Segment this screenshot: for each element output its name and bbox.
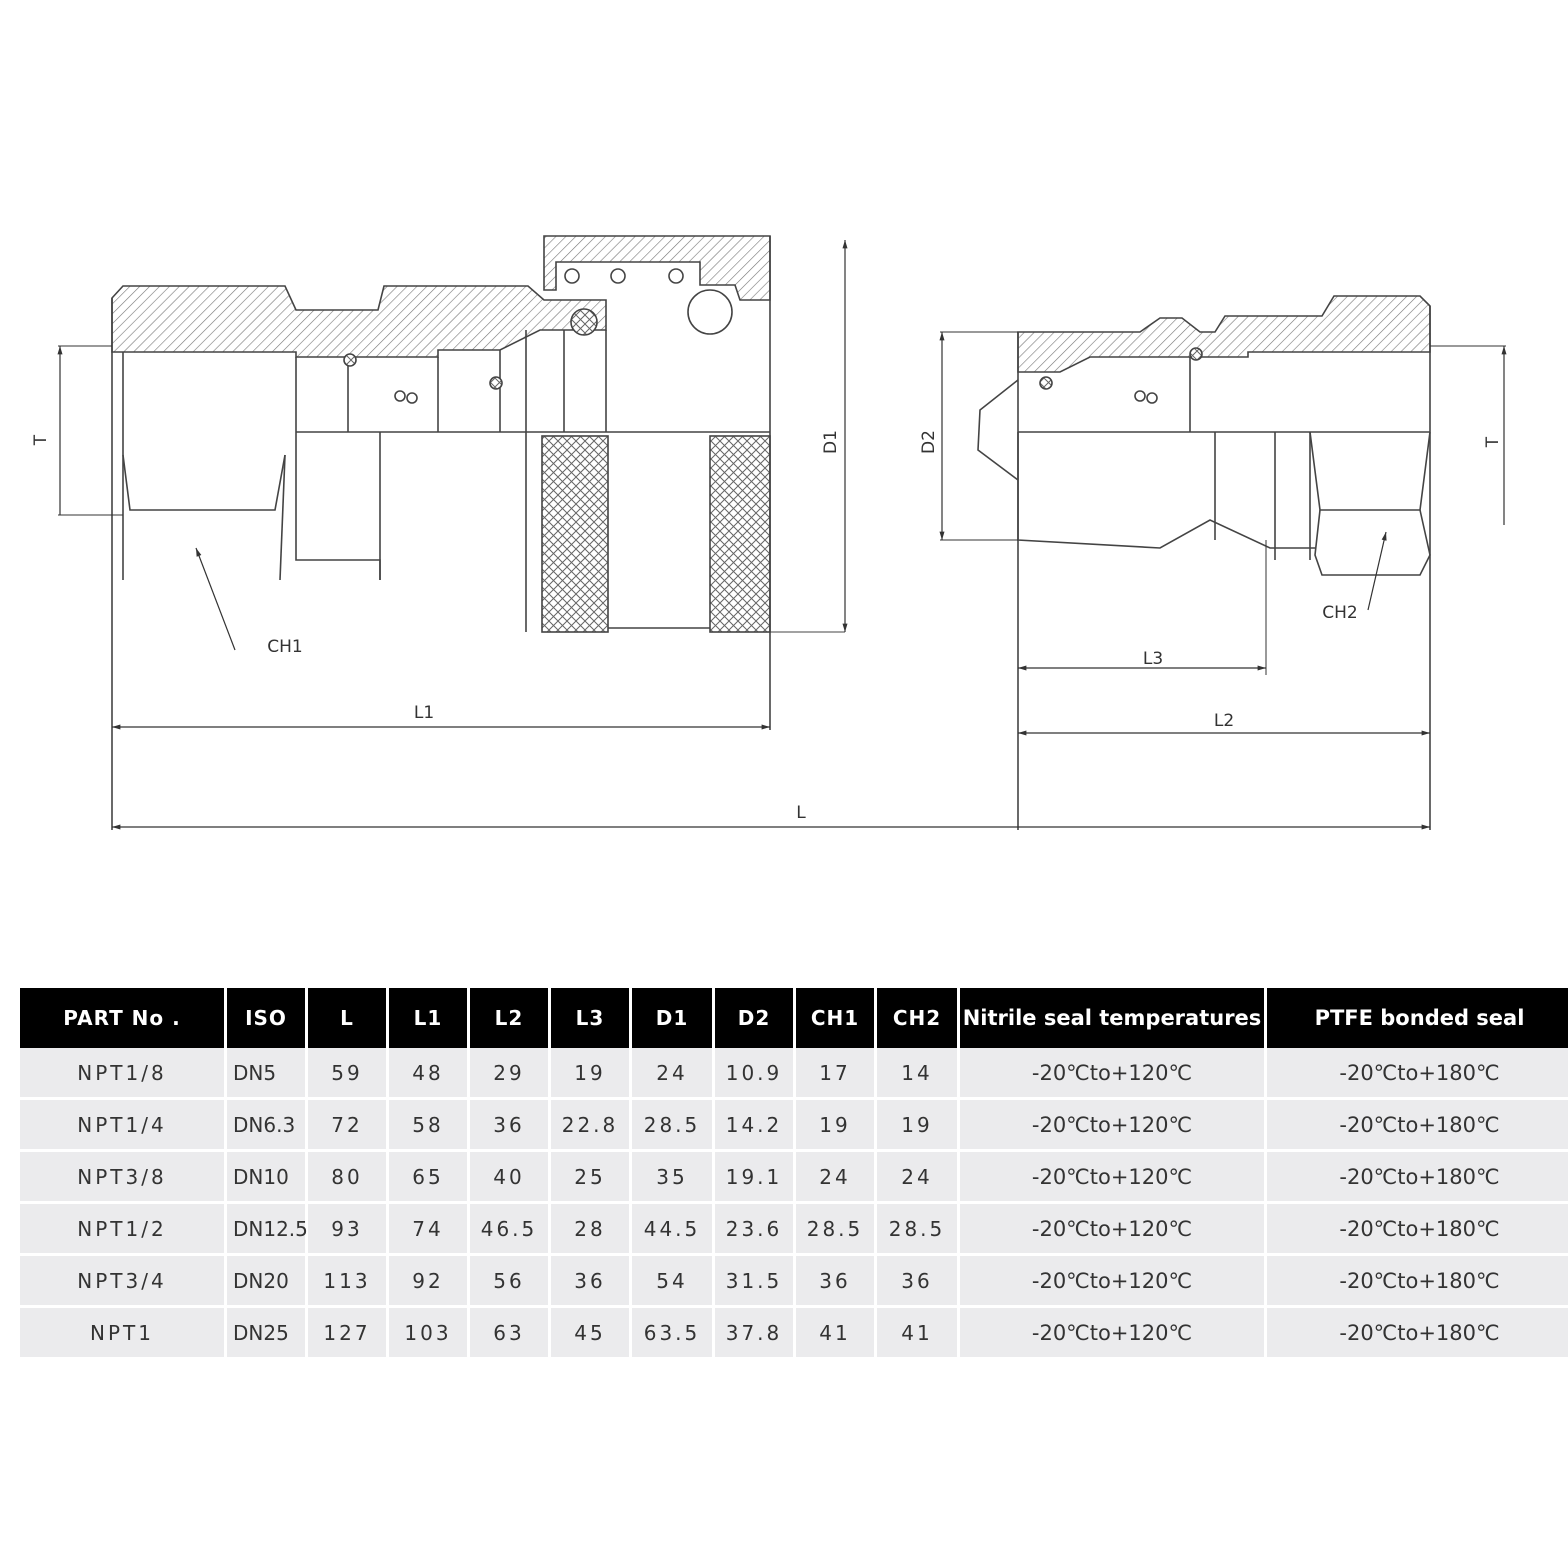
cell-l: 72	[308, 1100, 386, 1152]
header-l2: L2	[470, 988, 548, 1048]
cell-nitrile-temp: -20℃to+120℃	[960, 1204, 1264, 1256]
cell-ptfe-temp: -20℃to+180℃	[1267, 1100, 1568, 1152]
cell-l2: 63	[470, 1308, 548, 1360]
cell-nitrile-temp: -20℃to+120℃	[960, 1152, 1264, 1204]
cell-nitrile-temp: -20℃to+120℃	[960, 1256, 1264, 1308]
cell-l3: 28	[551, 1204, 629, 1256]
knurled-sleeve-left	[542, 436, 608, 632]
knurled-sleeve-right	[710, 436, 770, 632]
cell-l2: 29	[470, 1048, 548, 1100]
cell-l1: 65	[389, 1152, 467, 1204]
coupler-female-half	[112, 236, 845, 830]
nipple-body-section	[1018, 296, 1430, 372]
cell-iso: DN6.3	[227, 1100, 305, 1152]
label-l2: L2	[1213, 711, 1235, 731]
cell-ch2: 41	[877, 1308, 957, 1360]
cell-l1: 92	[389, 1256, 467, 1308]
cell-d1: 24	[632, 1048, 712, 1100]
header-l: L	[308, 988, 386, 1048]
ball-icon	[688, 290, 732, 334]
cell-ch1: 41	[796, 1308, 874, 1360]
cell-iso: DN12.5	[227, 1204, 305, 1256]
cell-ch2: 36	[877, 1256, 957, 1308]
table-row	[20, 1100, 1568, 1152]
cell-d2: 23.6	[715, 1204, 793, 1256]
cell-part-no: NPT1/4	[20, 1100, 224, 1152]
table-header-row	[20, 988, 1568, 1048]
cell-d1: 35	[632, 1152, 712, 1204]
cell-l2: 56	[470, 1256, 548, 1308]
cell-d1: 54	[632, 1256, 712, 1308]
cell-l2: 46.5	[470, 1204, 548, 1256]
cell-iso: DN25	[227, 1308, 305, 1360]
cell-d1: 44.5	[632, 1204, 712, 1256]
cell-ch1: 36	[796, 1256, 874, 1308]
label-ch2: CH2	[1322, 603, 1358, 623]
cell-nitrile-temp: -20℃to+120℃	[960, 1100, 1264, 1152]
cell-ptfe-temp: -20℃to+180℃	[1267, 1308, 1568, 1360]
cell-l1: 74	[389, 1204, 467, 1256]
label-d2: D2	[919, 430, 939, 454]
cell-part-no: NPT3/8	[20, 1152, 224, 1204]
label-ch1: CH1	[267, 637, 303, 657]
cell-d2: 37.8	[715, 1308, 793, 1360]
coupler-body-section	[112, 286, 606, 357]
label-l1: L1	[413, 703, 435, 723]
label-l3: L3	[1142, 649, 1164, 669]
cell-ptfe-temp: -20℃to+180℃	[1267, 1256, 1568, 1308]
label-l: L	[796, 803, 806, 823]
spec-table-container	[20, 988, 1545, 1360]
header-ch1: CH1	[796, 988, 874, 1048]
header-l1: L1	[389, 988, 467, 1048]
header-d1: D1	[632, 988, 712, 1048]
cell-ch1: 17	[796, 1048, 874, 1100]
cell-d1: 28.5	[632, 1100, 712, 1152]
table-row	[20, 1308, 1568, 1360]
cell-ch2: 24	[877, 1152, 957, 1204]
cell-l3: 45	[551, 1308, 629, 1360]
table-row	[20, 1152, 1568, 1204]
cell-ch1: 19	[796, 1100, 874, 1152]
cell-l1: 58	[389, 1100, 467, 1152]
header-nitrile-seal: Nitrile seal temperatures	[960, 988, 1264, 1048]
header-ch2: CH2	[877, 988, 957, 1048]
cell-nitrile-temp: -20℃to+120℃	[960, 1048, 1264, 1100]
cell-l: 113	[308, 1256, 386, 1308]
cell-l1: 103	[389, 1308, 467, 1360]
cell-ptfe-temp: -20℃to+180℃	[1267, 1048, 1568, 1100]
cell-part-no: NPT1/8	[20, 1048, 224, 1100]
cell-ptfe-temp: -20℃to+180℃	[1267, 1204, 1568, 1256]
coupler-sleeve-section	[544, 236, 770, 300]
cell-d2: 19.1	[715, 1152, 793, 1204]
cell-iso: DN20	[227, 1256, 305, 1308]
o-ring-icon	[571, 309, 597, 335]
header-iso: ISO	[227, 988, 305, 1048]
cell-l: 80	[308, 1152, 386, 1204]
cell-ch2: 19	[877, 1100, 957, 1152]
cell-l2: 36	[470, 1100, 548, 1152]
nipple-male-half	[978, 296, 1430, 830]
header-part-no: PART No .	[20, 988, 224, 1048]
label-d1: D1	[821, 430, 841, 454]
cell-l3: 19	[551, 1048, 629, 1100]
cell-l3: 36	[551, 1256, 629, 1308]
header-ptfe-seal: PTFE bonded seal	[1267, 988, 1568, 1048]
spec-table	[17, 988, 1568, 1360]
cell-ch1: 24	[796, 1152, 874, 1204]
cell-ch2: 14	[877, 1048, 957, 1100]
cell-part-no: NPT1/2	[20, 1204, 224, 1256]
header-d2: D2	[715, 988, 793, 1048]
cell-l: 127	[308, 1308, 386, 1360]
table-row	[20, 1048, 1568, 1100]
label-t-right: T	[1483, 436, 1503, 448]
cell-l3: 25	[551, 1152, 629, 1204]
cell-ch2: 28.5	[877, 1204, 957, 1256]
cell-ch1: 28.5	[796, 1204, 874, 1256]
cell-d2: 31.5	[715, 1256, 793, 1308]
cell-part-no: NPT3/4	[20, 1256, 224, 1308]
cell-part-no: NPT1	[20, 1308, 224, 1360]
cell-l1: 48	[389, 1048, 467, 1100]
cell-d1: 63.5	[632, 1308, 712, 1360]
cell-iso: DN10	[227, 1152, 305, 1204]
cell-l: 93	[308, 1204, 386, 1256]
cell-nitrile-temp: -20℃to+120℃	[960, 1308, 1264, 1360]
cell-l3: 22.8	[551, 1100, 629, 1152]
label-t-left: T	[31, 434, 51, 446]
cell-d2: 14.2	[715, 1100, 793, 1152]
cell-l: 59	[308, 1048, 386, 1100]
cell-iso: DN5	[227, 1048, 305, 1100]
table-row	[20, 1256, 1568, 1308]
cell-ptfe-temp: -20℃to+180℃	[1267, 1152, 1568, 1204]
header-l3: L3	[551, 988, 629, 1048]
cell-l2: 40	[470, 1152, 548, 1204]
cell-d2: 10.9	[715, 1048, 793, 1100]
table-row	[20, 1204, 1568, 1256]
